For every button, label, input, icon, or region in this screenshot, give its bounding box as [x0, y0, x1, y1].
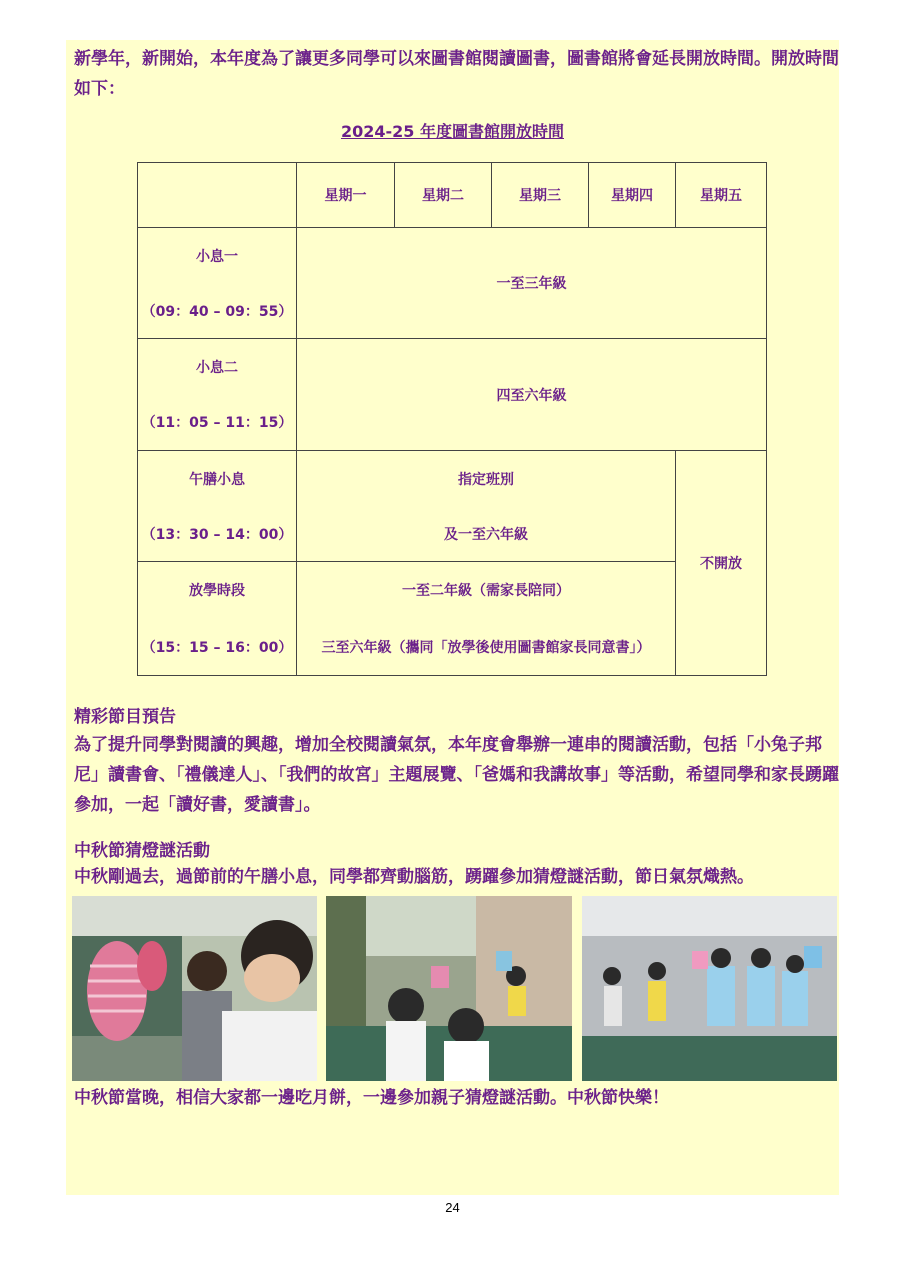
period-name: 小息二 — [196, 359, 238, 376]
table-row — [138, 562, 767, 676]
period-cell — [138, 339, 297, 451]
period-value-line: 指定班別 — [458, 471, 514, 488]
period-cell — [138, 228, 297, 339]
day-header: 星期五 — [676, 163, 767, 228]
table-header-row — [138, 163, 767, 228]
period-name: 午膳小息 — [189, 471, 245, 488]
period-value-line: 三至六年級（攜同「放學後使用圖書館家長同意書」） — [321, 639, 651, 656]
period-value: 四至六年級 — [297, 339, 767, 451]
period-cell — [138, 451, 297, 562]
lantern-body: 中秋剛過去，過節前的午膳小息，同學都齊動腦筋，踴躍參加猜燈謎活動，節日氣氛熾熱。 — [74, 867, 754, 887]
lantern-footer: 中秋節當晚，相信大家都一邊吃月餅，一邊參加親子猜燈謎活動。中秋節快樂！ — [74, 1088, 669, 1108]
period-name: 小息一 — [196, 248, 238, 265]
day-header: 星期二 — [395, 163, 492, 228]
period-name: 放學時段 — [189, 583, 245, 600]
intro-paragraph: 新學年，新開始，本年度為了讓更多同學可以來圖書館閱讀圖書，圖書館將會延長開放時間。開放時間如下： — [74, 49, 839, 99]
period-time: （09：40 – 09：55） — [141, 303, 293, 320]
table-row — [138, 228, 767, 339]
preview-body: 為了提升同學對閱讀的興趣，增加全校閱讀氣氛，本年度會舉辦一連串的閱讀活動，包括「小兔子邦尼」讀書會、「禮儀達人」、「我們的故宮」主題展覽、「爸媽和我講故事」等活動，希望同學和家長踴躍參加，一起「讀好書，愛讀書」。 — [74, 735, 839, 815]
header-empty-cell — [138, 163, 297, 228]
table-row — [138, 451, 767, 562]
photo-girls-lanterns — [582, 896, 837, 1081]
page-number: 24 — [445, 1200, 460, 1215]
period-time: （15：15 – 16：00） — [141, 639, 293, 656]
photo-boys-lanterns — [72, 896, 317, 1081]
period-time: （11：05 – 11：15） — [141, 415, 293, 432]
preview-heading: 精彩節目預告 — [74, 707, 176, 727]
photo-kids-corridor — [326, 896, 572, 1081]
schedule-title: 2024-25 年度圖書館開放時間 — [340, 122, 564, 141]
table-row — [138, 339, 767, 451]
lantern-heading: 中秋節猜燈謎活動 — [74, 841, 210, 861]
period-value-line: 一至二年級（需家長陪同） — [402, 583, 570, 600]
period-value-line: 及一至六年級 — [444, 526, 528, 543]
period-cell — [138, 562, 297, 676]
period-value — [297, 562, 676, 676]
friday-closed-cell: 不開放 — [676, 451, 767, 676]
schedule-table — [137, 162, 767, 676]
period-time: （13：30 – 14：00） — [141, 526, 293, 543]
period-value — [297, 451, 676, 562]
day-header: 星期三 — [492, 163, 589, 228]
period-value: 一至三年級 — [297, 228, 767, 339]
day-header: 星期一 — [297, 163, 395, 228]
day-header: 星期四 — [589, 163, 676, 228]
